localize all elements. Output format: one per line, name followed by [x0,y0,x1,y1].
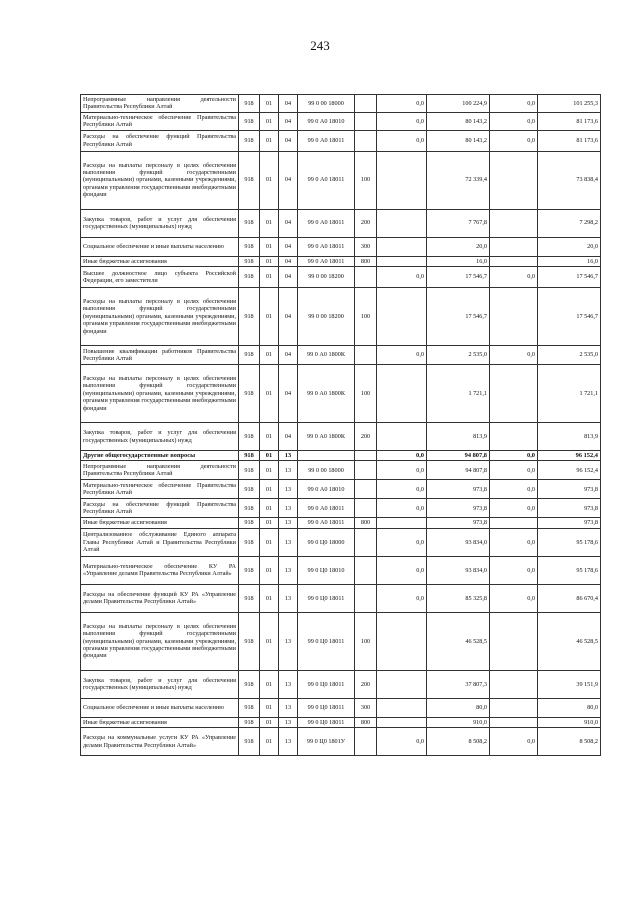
cell-expense-type [355,112,377,130]
cell-value-2: 37 807,3 [427,670,490,698]
table-row [81,346,601,365]
cell-subsection-code: 13 [279,528,298,556]
cell-name: Высшее должностное лицо субъекта Российской Федерации, его заместители [81,267,239,288]
cell-value-3 [490,698,538,717]
cell-value-1 [377,698,427,717]
cell-target-article: 99 0 00 18000 [298,95,355,113]
table-row [81,112,601,130]
cell-section-code: 01 [260,670,279,698]
cell-expense-type: 200 [355,423,377,451]
cell-subsection-code: 13 [279,451,298,461]
cell-value-1: 0,0 [377,728,427,756]
cell-value-1 [377,670,427,698]
cell-value-4: 7 298,2 [538,209,601,237]
cell-subsection-code: 04 [279,288,298,346]
cell-name: Расходы на обеспечение функций Правительства Республики Алтай [81,499,239,518]
cell-value-2: 973,8 [427,518,490,528]
cell-value-1: 0,0 [377,499,427,518]
cell-target-article: 99 0 А0 18011 [298,518,355,528]
cell-value-3 [490,518,538,528]
cell-value-4: 17 546,7 [538,288,601,346]
cell-admin-code: 918 [239,209,260,237]
cell-name: Другие общегосударственные вопросы [81,451,239,461]
cell-subsection-code: 13 [279,499,298,518]
cell-subsection-code: 13 [279,461,298,480]
cell-expense-type [355,451,377,461]
cell-subsection-code: 13 [279,518,298,528]
cell-admin-code: 918 [239,365,260,423]
cell-value-4: 813,9 [538,423,601,451]
cell-value-4: 81 173,6 [538,112,601,130]
cell-target-article [298,451,355,461]
cell-value-1: 0,0 [377,480,427,499]
cell-value-4: 101 255,3 [538,95,601,113]
cell-subsection-code: 04 [279,95,298,113]
cell-name: Расходы на обеспечение функций КУ РА «Управление делами Правительства Республики Алтай» [81,584,239,612]
page-number: 243 [310,38,330,53]
cell-target-article: 99 0 А0 18011 [298,499,355,518]
cell-value-4: 80,0 [538,698,601,717]
cell-value-1: 0,0 [377,95,427,113]
cell-value-2: 973,8 [427,480,490,499]
cell-value-2: 93 834,0 [427,556,490,584]
cell-expense-type: 200 [355,670,377,698]
cell-value-2: 94 807,8 [427,461,490,480]
cell-value-2: 17 546,7 [427,267,490,288]
cell-target-article: 99 0 Ц0 18000 [298,528,355,556]
cell-value-2: 16,0 [427,256,490,266]
cell-value-3 [490,670,538,698]
cell-value-1: 0,0 [377,461,427,480]
cell-expense-type: 800 [355,717,377,727]
cell-section-code: 01 [260,518,279,528]
cell-value-3: 0,0 [490,528,538,556]
cell-value-3 [490,612,538,670]
cell-value-3: 0,0 [490,267,538,288]
cell-expense-type: 100 [355,612,377,670]
cell-name: Повышение квалификации работников Правительства Республики Алтай [81,346,239,365]
cell-admin-code: 918 [239,584,260,612]
table-row [81,151,601,209]
cell-admin-code: 918 [239,499,260,518]
cell-value-3: 0,0 [490,584,538,612]
cell-subsection-code: 13 [279,584,298,612]
cell-value-4: 17 546,7 [538,267,601,288]
cell-value-1 [377,209,427,237]
cell-value-2: 973,8 [427,499,490,518]
cell-value-4: 973,8 [538,480,601,499]
cell-value-2: 46 528,5 [427,612,490,670]
cell-section-code: 01 [260,288,279,346]
cell-value-4: 8 508,2 [538,728,601,756]
cell-section-code: 01 [260,451,279,461]
cell-subsection-code: 04 [279,209,298,237]
cell-section-code: 01 [260,499,279,518]
table-row [81,288,601,346]
cell-value-4: 46 528,5 [538,612,601,670]
cell-expense-type: 800 [355,518,377,528]
cell-value-4: 1 721,1 [538,365,601,423]
cell-subsection-code: 04 [279,237,298,256]
cell-subsection-code: 04 [279,423,298,451]
cell-expense-type: 300 [355,698,377,717]
cell-admin-code: 918 [239,151,260,209]
table-row [81,461,601,480]
table-row [81,256,601,266]
cell-value-3 [490,717,538,727]
cell-section-code: 01 [260,584,279,612]
cell-admin-code: 918 [239,518,260,528]
table-body [81,95,601,756]
cell-expense-type [355,728,377,756]
cell-value-2: 72 339,4 [427,151,490,209]
cell-section-code: 01 [260,112,279,130]
cell-expense-type: 800 [355,256,377,266]
cell-value-4: 96 152,4 [538,461,601,480]
cell-admin-code: 918 [239,256,260,266]
cell-name: Закупка товаров, работ и услуг для обеспечения государственных (муниципальных) нужд [81,423,239,451]
cell-admin-code: 918 [239,267,260,288]
cell-section-code: 01 [260,130,279,151]
cell-name: Материально-техническое обеспечение КУ РА «Управление делами Правительства Республики Алтай» [81,556,239,584]
cell-value-3: 0,0 [490,346,538,365]
table-row [81,130,601,151]
table-row [81,209,601,237]
cell-section-code: 01 [260,256,279,266]
table-row [81,267,601,288]
cell-value-2: 813,9 [427,423,490,451]
cell-section-code: 01 [260,528,279,556]
cell-name: Материально-техническое обеспечение Правительства Республики Алтай [81,480,239,499]
cell-admin-code: 918 [239,112,260,130]
cell-value-3: 0,0 [490,130,538,151]
table-row [81,584,601,612]
cell-section-code: 01 [260,717,279,727]
cell-target-article: 99 0 00 18200 [298,267,355,288]
cell-target-article: 99 0 А0 18011 [298,130,355,151]
cell-value-1 [377,518,427,528]
cell-value-1 [377,256,427,266]
table-row [81,698,601,717]
table-row [81,499,601,518]
table-row [81,728,601,756]
cell-value-4: 95 178,6 [538,528,601,556]
cell-value-4: 973,8 [538,518,601,528]
cell-expense-type: 100 [355,288,377,346]
cell-value-1 [377,288,427,346]
cell-target-article: 99 0 А0 18011 [298,237,355,256]
cell-name: Иные бюджетные ассигнования [81,256,239,266]
table-row [81,612,601,670]
cell-subsection-code: 04 [279,256,298,266]
cell-value-2: 80,0 [427,698,490,717]
cell-value-3 [490,209,538,237]
cell-value-2: 2 535,0 [427,346,490,365]
cell-expense-type [355,499,377,518]
cell-section-code: 01 [260,698,279,717]
cell-value-4: 2 535,0 [538,346,601,365]
cell-value-2: 80 143,2 [427,130,490,151]
cell-value-3 [490,151,538,209]
cell-subsection-code: 13 [279,612,298,670]
cell-section-code: 01 [260,365,279,423]
cell-section-code: 01 [260,480,279,499]
cell-subsection-code: 04 [279,346,298,365]
cell-subsection-code: 04 [279,151,298,209]
cell-value-4: 86 670,4 [538,584,601,612]
cell-name: Расходы на выплаты персоналу в целях обеспечения выполнения функций государственными (муниципальными) органами, казенными учреждениями, органами управления государственными внебюджетными фондами [81,365,239,423]
cell-value-1: 0,0 [377,130,427,151]
cell-value-3 [490,365,538,423]
cell-expense-type: 300 [355,237,377,256]
cell-expense-type [355,556,377,584]
cell-value-1 [377,423,427,451]
budget-table [80,94,601,756]
cell-expense-type [355,130,377,151]
cell-target-article: 99 0 00 18200 [298,288,355,346]
cell-target-article: 99 0 А0 18010 [298,480,355,499]
cell-subsection-code: 04 [279,130,298,151]
cell-section-code: 01 [260,209,279,237]
cell-name: Материально-техническое обеспечение Правительства Республики Алтай [81,112,239,130]
cell-value-3: 0,0 [490,480,538,499]
cell-section-code: 01 [260,346,279,365]
cell-name: Расходы на выплаты персоналу в целях обеспечения выполнения функций государственными (муниципальными) органами, казенными учреждениями, органами управления государственными внебюджетными фондами [81,151,239,209]
cell-admin-code: 918 [239,130,260,151]
cell-name: Централизованное обслуживание Единого аппарата Главы Республики Алтай и Правительства Республики Алтай [81,528,239,556]
cell-target-article: 99 0 А0 18010 [298,112,355,130]
cell-value-1 [377,717,427,727]
cell-target-article: 99 0 А0 18011 [298,209,355,237]
cell-name: Иные бюджетные ассигнования [81,717,239,727]
cell-admin-code: 918 [239,237,260,256]
cell-target-article: 99 0 Ц0 18011 [298,698,355,717]
cell-target-article: 99 0 А0 1800К [298,423,355,451]
cell-admin-code: 918 [239,480,260,499]
cell-admin-code: 918 [239,556,260,584]
cell-admin-code: 918 [239,288,260,346]
cell-value-3 [490,423,538,451]
cell-name: Расходы на коммунальные услуги КУ РА «Управление делами Правительства Республики Алтай» [81,728,239,756]
cell-value-1: 0,0 [377,556,427,584]
cell-value-1 [377,237,427,256]
cell-value-3: 0,0 [490,451,538,461]
cell-name: Закупка товаров, работ и услуг для обеспечения государственных (муниципальных) нужд [81,209,239,237]
cell-name: Социальное обеспечение и иные выплаты населению [81,237,239,256]
cell-value-2: 20,0 [427,237,490,256]
cell-admin-code: 918 [239,670,260,698]
cell-value-3 [490,237,538,256]
cell-section-code: 01 [260,612,279,670]
cell-value-3: 0,0 [490,112,538,130]
cell-expense-type [355,346,377,365]
table-row [81,670,601,698]
cell-value-2: 100 224,9 [427,95,490,113]
cell-section-code: 01 [260,461,279,480]
cell-admin-code: 918 [239,423,260,451]
table-row [81,237,601,256]
table-row [81,556,601,584]
cell-value-4: 95 178,6 [538,556,601,584]
cell-value-1 [377,365,427,423]
cell-section-code: 01 [260,728,279,756]
cell-value-2: 94 807,8 [427,451,490,461]
cell-value-1: 0,0 [377,451,427,461]
cell-target-article: 99 0 Ц0 18011 [298,612,355,670]
cell-expense-type [355,95,377,113]
cell-value-4: 20,0 [538,237,601,256]
cell-value-3 [490,288,538,346]
cell-expense-type [355,584,377,612]
cell-expense-type [355,480,377,499]
cell-value-4: 973,8 [538,499,601,518]
cell-name: Непрограммные направления деятельности Правительства Республики Алтай [81,461,239,480]
table-row [81,423,601,451]
cell-value-1: 0,0 [377,112,427,130]
cell-target-article: 99 0 00 18000 [298,461,355,480]
cell-value-1: 0,0 [377,528,427,556]
cell-subsection-code: 04 [279,267,298,288]
cell-target-article: 99 0 А0 1800К [298,346,355,365]
cell-admin-code: 918 [239,612,260,670]
cell-expense-type [355,528,377,556]
cell-section-code: 01 [260,95,279,113]
cell-section-code: 01 [260,237,279,256]
cell-value-3: 0,0 [490,556,538,584]
cell-admin-code: 918 [239,528,260,556]
cell-value-1: 0,0 [377,584,427,612]
cell-value-1: 0,0 [377,267,427,288]
cell-subsection-code: 13 [279,670,298,698]
cell-value-1 [377,612,427,670]
cell-value-3: 0,0 [490,499,538,518]
cell-section-code: 01 [260,556,279,584]
cell-value-1 [377,151,427,209]
cell-name: Расходы на обеспечение функций Правительства Республики Алтай [81,130,239,151]
cell-value-2: 7 767,8 [427,209,490,237]
cell-value-2: 910,0 [427,717,490,727]
cell-admin-code: 918 [239,346,260,365]
cell-admin-code: 918 [239,717,260,727]
cell-subsection-code: 13 [279,698,298,717]
cell-admin-code: 918 [239,451,260,461]
cell-subsection-code: 13 [279,480,298,499]
cell-admin-code: 918 [239,728,260,756]
cell-subsection-code: 13 [279,728,298,756]
cell-target-article: 99 0 А0 18011 [298,151,355,209]
cell-name: Непрограммные направления деятельности Правительства Республики Алтай [81,95,239,113]
cell-target-article: 99 0 А0 1800К [298,365,355,423]
cell-admin-code: 918 [239,461,260,480]
cell-value-4: 81 173,6 [538,130,601,151]
table-row [81,451,601,461]
cell-target-article: 99 0 А0 18011 [298,256,355,266]
cell-value-2: 17 546,7 [427,288,490,346]
cell-value-2: 1 721,1 [427,365,490,423]
cell-value-3 [490,256,538,266]
cell-expense-type: 200 [355,209,377,237]
cell-section-code: 01 [260,423,279,451]
cell-value-2: 80 143,2 [427,112,490,130]
cell-target-article: 99 0 Ц0 1801У [298,728,355,756]
cell-value-3: 0,0 [490,728,538,756]
cell-value-4: 73 838,4 [538,151,601,209]
cell-target-article: 99 0 Ц0 18011 [298,584,355,612]
cell-value-2: 85 325,8 [427,584,490,612]
cell-target-article: 99 0 Ц0 18011 [298,670,355,698]
cell-value-4: 16,0 [538,256,601,266]
cell-value-4: 910,0 [538,717,601,727]
cell-admin-code: 918 [239,95,260,113]
cell-value-4: 39 151,9 [538,670,601,698]
table-row [81,528,601,556]
table-row [81,365,601,423]
cell-section-code: 01 [260,151,279,209]
cell-value-2: 93 834,0 [427,528,490,556]
cell-expense-type: 100 [355,151,377,209]
cell-admin-code: 918 [239,698,260,717]
cell-value-1: 0,0 [377,346,427,365]
cell-expense-type [355,461,377,480]
cell-section-code: 01 [260,267,279,288]
cell-value-4: 96 152,4 [538,451,601,461]
cell-name: Социальное обеспечение и иные выплаты населению [81,698,239,717]
cell-name: Закупка товаров, работ и услуг для обеспечения государственных (муниципальных) нужд [81,670,239,698]
cell-target-article: 99 0 Ц0 18010 [298,556,355,584]
table-row [81,518,601,528]
cell-expense-type [355,267,377,288]
cell-subsection-code: 13 [279,556,298,584]
table-row [81,95,601,113]
cell-value-3: 0,0 [490,461,538,480]
table-row [81,480,601,499]
cell-name: Расходы на выплаты персоналу в целях обеспечения выполнения функций государственными (муниципальными) органами, казенными учреждениями, органами управления государственными внебюджетными фондами [81,288,239,346]
cell-expense-type: 100 [355,365,377,423]
table-row [81,717,601,727]
cell-value-2: 8 508,2 [427,728,490,756]
cell-name: Иные бюджетные ассигнования [81,518,239,528]
cell-value-3: 0,0 [490,95,538,113]
cell-name: Расходы на выплаты персоналу в целях обеспечения выполнения функций государственными (муниципальными) органами, казенными учреждениями, органами управления государственными внебюджетными фондами [81,612,239,670]
cell-subsection-code: 04 [279,112,298,130]
cell-target-article: 99 0 Ц0 18011 [298,717,355,727]
cell-subsection-code: 13 [279,717,298,727]
cell-subsection-code: 04 [279,365,298,423]
